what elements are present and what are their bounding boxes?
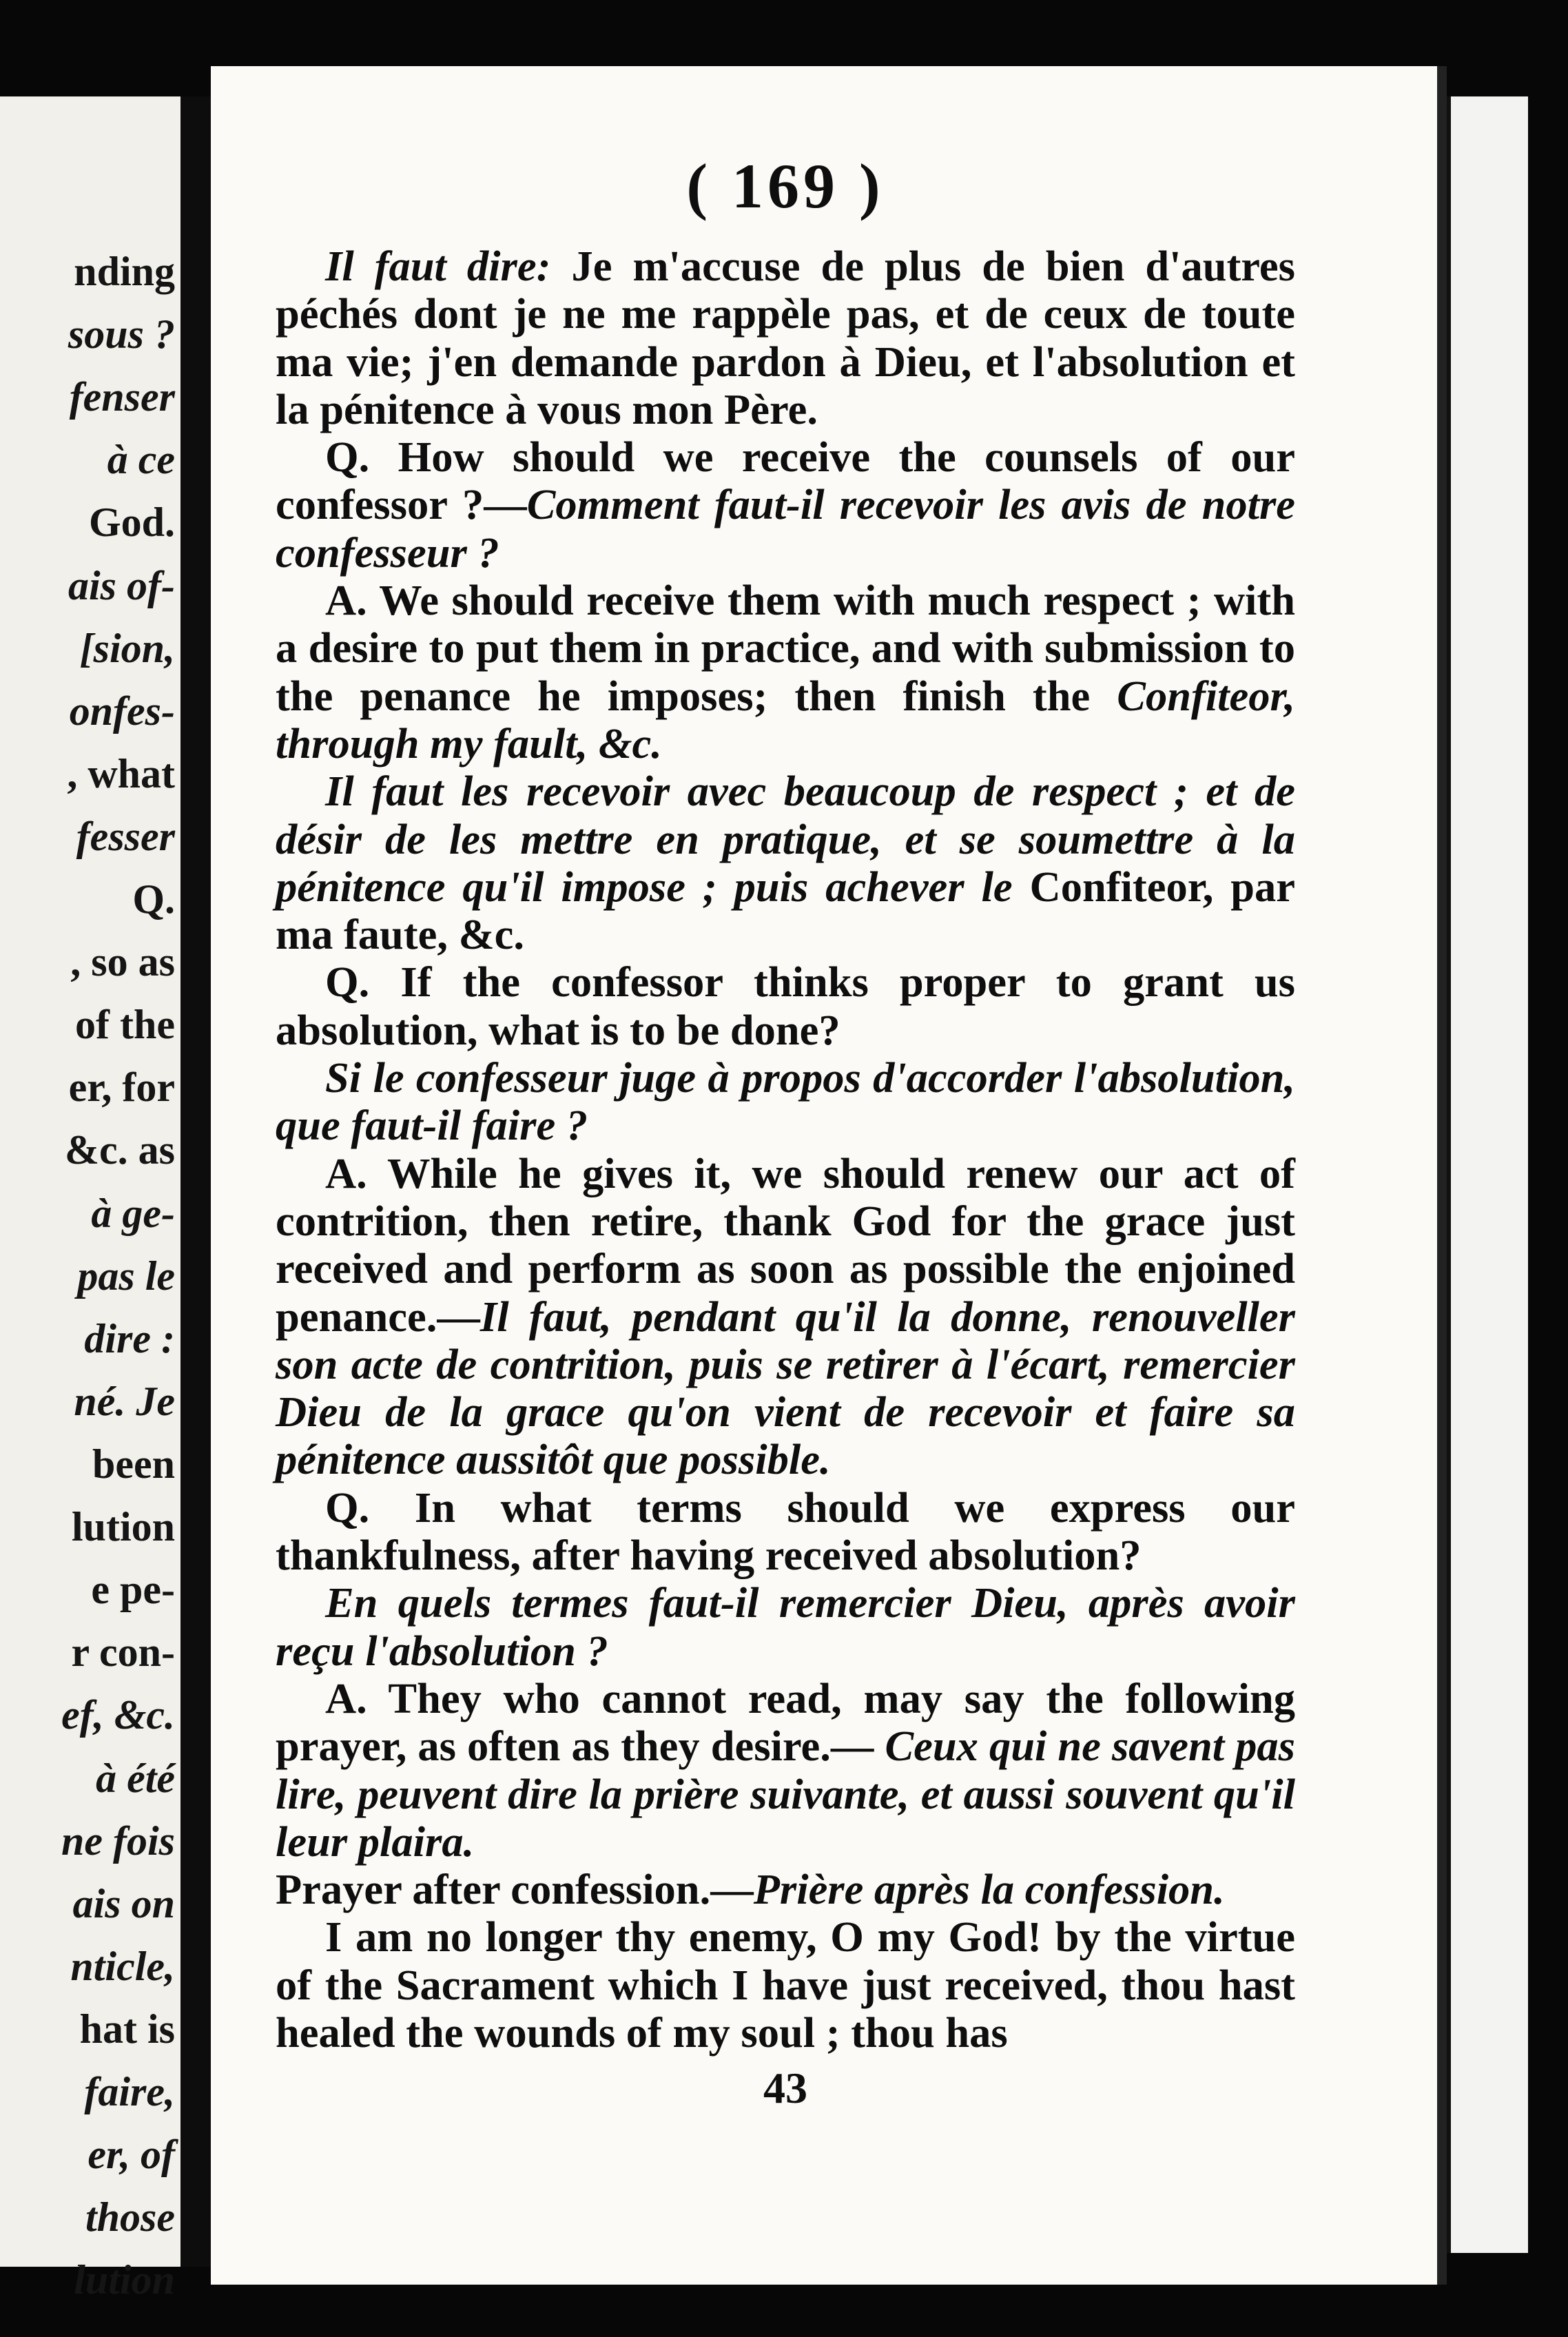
paragraph bbox=[276, 1150, 1295, 1484]
facing-page-fragment: those bbox=[85, 2194, 175, 2241]
italic-text-run: Confiteor, through my fault, &c. bbox=[276, 671, 1295, 768]
text-run: Je m'accuse de plus de bien d'autres péchés dont je ne me rappèle pas, et de ceux de toute ma vie; j'en demande pardon à Dieu, et l'absolution et la pénitence à vous mon Père. bbox=[276, 242, 1295, 433]
paragraph bbox=[276, 958, 1295, 1054]
facing-page-fragment: fesser bbox=[76, 813, 175, 859]
facing-page-fragment: nding bbox=[74, 249, 175, 294]
text-run: I am no longer thy enemy, O my God! by the virtue of the Sacrament which I have just received, thou hast healed the wounds of my soul ; thou has bbox=[276, 1913, 1295, 2057]
text-run: A. While he gives it, we should renew our act of contrition, then retire, thank God for the grace just received and perform as soon as possible the enjoined penance.— bbox=[276, 1149, 1295, 1341]
facing-page-fragment: ais on bbox=[72, 1880, 175, 1926]
facing-page-fragment: [sion, bbox=[79, 625, 175, 671]
paragraph bbox=[276, 243, 1295, 433]
paragraph bbox=[276, 1054, 1295, 1150]
facing-page-fragment: er, for bbox=[68, 1064, 175, 1111]
paragraph bbox=[276, 768, 1295, 958]
facing-page-fragment: r con- bbox=[71, 1629, 175, 1676]
facing-page-fragment: Q. bbox=[132, 876, 175, 923]
page-edge-right bbox=[1447, 96, 1528, 2253]
italic-text-run: Il faut dire: bbox=[325, 242, 572, 290]
facing-page-fragment: à été bbox=[96, 1755, 175, 1801]
page-body bbox=[276, 243, 1295, 2057]
italic-text-run: Comment faut-il recevoir les avis de notre confesseur ? bbox=[276, 480, 1296, 577]
facing-page-fragment: er, of bbox=[87, 2132, 175, 2178]
facing-page-fragment: , so as bbox=[70, 939, 175, 985]
facing-page-fragment: faire, bbox=[84, 2069, 175, 2115]
book-gutter bbox=[180, 96, 211, 2267]
facing-page-fragment: ne fois bbox=[61, 1818, 175, 1864]
facing-page-fragment: lution bbox=[71, 1504, 175, 1550]
facing-page-fragment: God. bbox=[88, 500, 175, 546]
text-run: Confiteor, par ma faute, &c. bbox=[276, 862, 1296, 959]
facing-page-fragment: hat is bbox=[79, 2006, 175, 2052]
page-number-header: ( 169 ) bbox=[686, 151, 885, 221]
paragraph bbox=[276, 1866, 1295, 1913]
facing-page-fragment: nticle, bbox=[70, 1943, 175, 1989]
facing-page-left bbox=[0, 96, 180, 2303]
italic-text-run: Prière après la confession. bbox=[753, 1865, 1225, 1914]
facing-page-fragment: &c. as bbox=[65, 1127, 175, 1173]
facing-page-fragment: ais of- bbox=[68, 562, 175, 608]
facing-page-fragment: lution bbox=[74, 2257, 175, 2303]
paragraph bbox=[276, 1579, 1295, 1675]
signature-mark: 43 bbox=[763, 2063, 807, 2112]
text-run: Prayer after confession.— bbox=[276, 1865, 754, 1914]
text-run: A. We should receive them with much respect ; with a desire to put them in practice, and with submission to the penance he imposes; then finish the bbox=[276, 576, 1295, 720]
paragraph bbox=[276, 1675, 1295, 1866]
italic-text-run: Il faut, pendant qu'il la donne, renouveller son acte de contrition, puis se retirer à l'écart, remercier Dieu de la grace qu'on vient de recevoir et faire sa pénitence aussitôt que possible. bbox=[276, 1292, 1295, 1484]
text-run: Q. How should we receive the counsels of our confessor ?— bbox=[276, 433, 1295, 529]
italic-text-run: En quels termes faut-il remercier Dieu, après avoir reçu l'absolution ? bbox=[276, 1578, 1295, 1675]
paragraph bbox=[276, 1913, 1295, 2057]
facing-page-fragment: dire : bbox=[84, 1315, 175, 1361]
paragraph bbox=[276, 577, 1295, 768]
italic-text-run: Si le confesseur juge à propos d'accorder l'absolution, que faut-il faire ? bbox=[276, 1053, 1295, 1150]
facing-page-fragment: pas le bbox=[77, 1253, 175, 1299]
paragraph bbox=[276, 433, 1295, 577]
facing-page-fragment: e pe- bbox=[91, 1567, 175, 1613]
facing-page-fragment: been bbox=[92, 1441, 175, 1487]
italic-text-run: Il faut les recevoir avec beaucoup de respect ; et de désir de les mettre en pratique, et se soumettre à la pénitence qu'il impose ; puis achever le bbox=[276, 767, 1295, 911]
facing-page-fragment: onfes- bbox=[69, 688, 175, 734]
facing-page-fragment: ef, &c. bbox=[61, 1692, 175, 1738]
facing-page-fragment: , what bbox=[67, 750, 175, 796]
text-run: Q. If the confessor thinks proper to grant us absolution, what is to be done? bbox=[276, 958, 1295, 1054]
facing-page-fragment: à ge- bbox=[91, 1190, 175, 1236]
text-run: Q. In what terms should we express our thankfulness, after having received absolution? bbox=[276, 1483, 1295, 1580]
facing-page-fragment: à ce bbox=[107, 437, 175, 483]
facing-page-fragment: of the bbox=[75, 1002, 175, 1048]
text-run: A. They who cannot read, may say the following prayer, as often as they desire.— bbox=[276, 1674, 1295, 1771]
italic-text-run: Ceux qui ne savent pas lire, peuvent dire la prière suivante, et aussi souvent qu'il leur plaira. bbox=[276, 1722, 1296, 1866]
paragraph bbox=[276, 1484, 1295, 1580]
facing-page-fragment: né. Je bbox=[74, 1378, 175, 1424]
facing-page-fragment: fenser bbox=[69, 374, 175, 420]
facing-page-fragment: sous ? bbox=[68, 311, 175, 358]
